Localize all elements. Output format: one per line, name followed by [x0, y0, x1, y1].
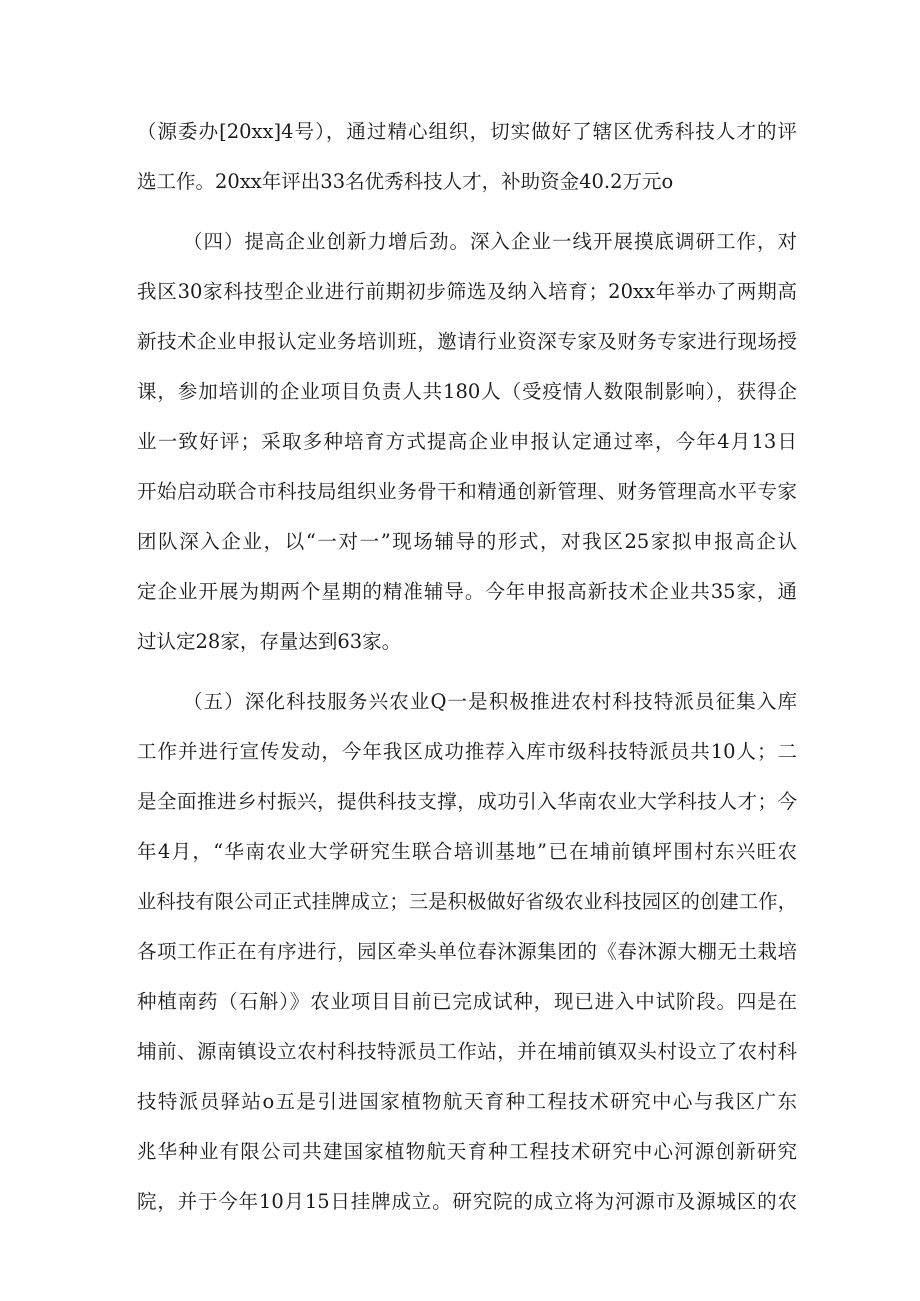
paragraph-2-line-4: 课，参加培训的企业项目负责人共180人（受疫情人数限制影响），获得企	[137, 380, 797, 403]
paragraph-1-line-1: （源委办[20xx]4号），通过精心组织，切实做好了辖区优秀科技人才的评	[137, 120, 797, 143]
paragraph-3-line-2: 工作并进行宣传发动，今年我区成功推荐入库市级科技特派员共10人；二	[137, 740, 797, 763]
paragraph-2-line-8: 定企业开展为期两个星期的精准辅导。今年申报高新技术企业共35家，通	[137, 580, 797, 603]
paragraph-3-line-3: 是全面推进乡村振兴，提供科技支撑，成功引入华南农业大学科技人才；今	[137, 790, 797, 813]
paragraph-2-line-2: 我区30家科技型企业进行前期初步筛选及纳入培育；20xx年举办了两期高	[137, 280, 797, 303]
paragraph-2-line-3: 新技术企业申报认定业务培训班，邀请行业资深专家及财务专家进行现场授	[137, 330, 797, 353]
paragraph-3-line-7: 种植南药（石斛）》农业项目目前已完成试种，现已进入中试阶段。四是在	[137, 990, 797, 1013]
paragraph-3-line-8: 埔前、源南镇设立农村科技特派员工作站，并在埔前镇双头村设立了农村科	[137, 1040, 797, 1063]
paragraph-1-line-2: 选工作。20xx年评出33名优秀科技人才，补助资金40.2万元o	[137, 170, 674, 193]
paragraph-3-line-10: 兆华种业有限公司共建国家植物航天育种工程技术研究中心河源创新研究	[137, 1140, 797, 1163]
paragraph-3-line-11: 院，并于今年10月15日挂牌成立。研究院的成立将为河源市及源城区的农	[137, 1190, 797, 1213]
paragraph-2-line-9: 过认定28家，存量达到63家。	[137, 630, 402, 653]
paragraph-3-line-6: 各项工作正在有序进行，园区牵头单位春沐源集团的《春沐源大棚无土栽培	[137, 940, 797, 963]
paragraph-2-line-7: 团队深入企业，以“一对一”现场辅导的形式，对我区25家拟申报高企认	[137, 530, 797, 553]
paragraph-3-line-5: 业科技有限公司正式挂牌成立；三是积极做好省级农业科技园区的创建工作，	[137, 890, 797, 913]
paragraph-2-line-6: 开始启动联合市科技局组织业务骨干和精通创新管理、财务管理高水平专家	[137, 480, 797, 503]
paragraph-2-line-1: （四）提高企业创新力增后劲。深入企业一线开展摸底调研工作，对	[183, 230, 797, 253]
paragraph-3-line-1: （五）深化科技服务兴农业Q一是积极推进农村科技特派员征集入库	[183, 690, 797, 713]
paragraph-2-line-5: 业一致好评；采取多种培育方式提高企业申报认定通过率，今年4月13日	[137, 430, 797, 453]
paragraph-3-line-4: 年4月，“华南农业大学研究生联合培训基地”已在埔前镇坪围村东兴旺农	[137, 840, 797, 863]
paragraph-3-line-9: 技特派员驿站o五是引进国家植物航天育种工程技术研究中心与我区广东	[137, 1090, 797, 1113]
